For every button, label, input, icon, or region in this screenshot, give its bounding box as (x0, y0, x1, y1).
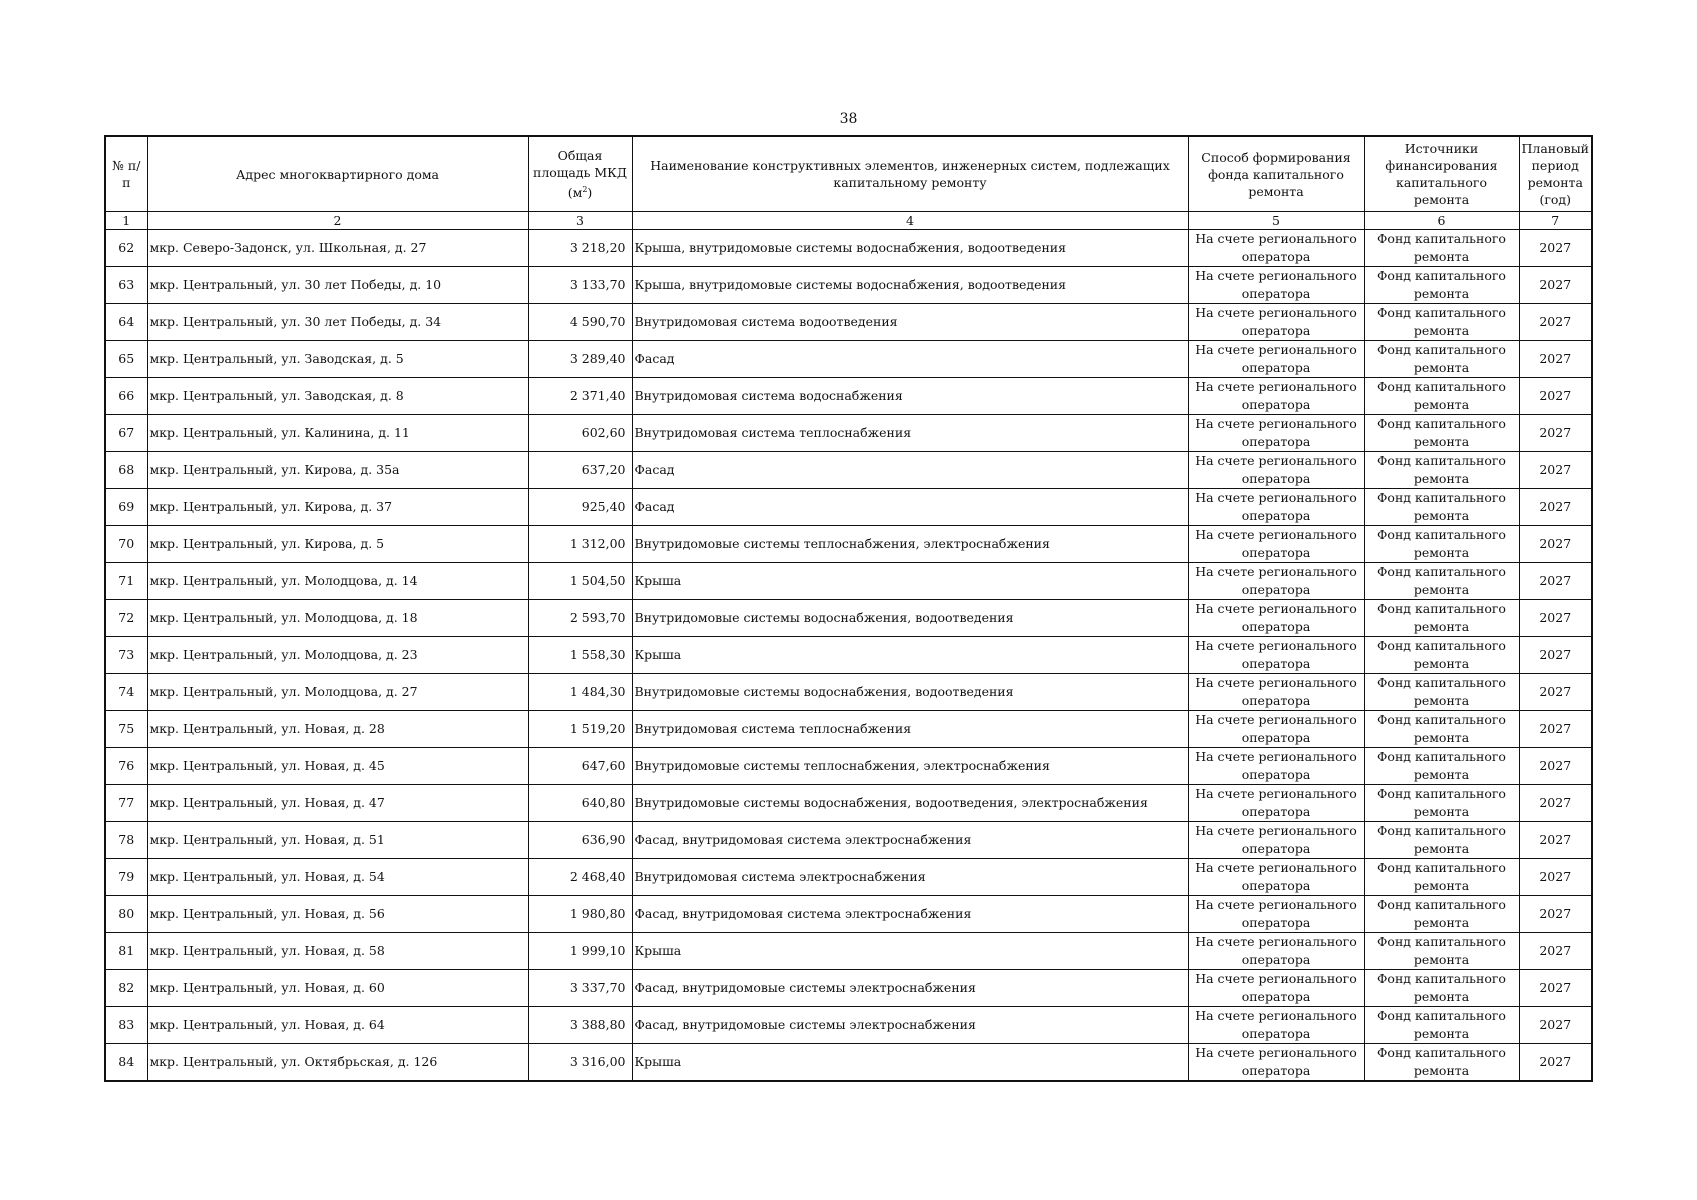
column-number-row (105, 212, 1592, 230)
table-row (105, 452, 1592, 489)
table-header-row (105, 136, 1592, 212)
year-cell: 2027 (1519, 267, 1592, 304)
year-cell: 2027 (1519, 378, 1592, 415)
table-row (105, 230, 1592, 267)
source-cell: Фонд капитального ремонта (1364, 1007, 1519, 1044)
area-cell: 640,80 (528, 785, 632, 822)
method-cell: На счете регионального оператора (1188, 267, 1364, 304)
elements-cell: Крыша (632, 637, 1188, 674)
header-area-text: Общая площадь МКД (м (533, 147, 627, 201)
elements-cell: Внутридомовая система водоотведения (632, 304, 1188, 341)
method-cell: На счете регионального оператора (1188, 304, 1364, 341)
header-area-sup: 2 (582, 184, 588, 194)
method-cell: На счете регионального оператора (1188, 637, 1364, 674)
table-row (105, 378, 1592, 415)
year-cell: 2027 (1519, 674, 1592, 711)
method-cell: На счете регионального оператора (1188, 563, 1364, 600)
area-cell: 1 980,80 (528, 896, 632, 933)
table-row (105, 859, 1592, 896)
header-address: Адрес многоквартирного дома (147, 136, 528, 212)
year-cell: 2027 (1519, 748, 1592, 785)
column-number: 7 (1519, 212, 1592, 230)
method-cell: На счете регионального оператора (1188, 674, 1364, 711)
year-cell: 2027 (1519, 415, 1592, 452)
table-row (105, 711, 1592, 748)
table-row (105, 489, 1592, 526)
row-number: 72 (105, 600, 147, 637)
header-area-close: ) (587, 185, 593, 201)
elements-cell: Крыша, внутридомовые системы водоснабжения, водоотведения (632, 267, 1188, 304)
year-cell: 2027 (1519, 1044, 1592, 1082)
table-row (105, 526, 1592, 563)
source-cell: Фонд капитального ремонта (1364, 748, 1519, 785)
elements-cell: Фасад, внутридомовая система электроснабжения (632, 896, 1188, 933)
row-number: 70 (105, 526, 147, 563)
column-number: 4 (632, 212, 1188, 230)
year-cell: 2027 (1519, 933, 1592, 970)
elements-cell: Крыша (632, 933, 1188, 970)
table-row (105, 1007, 1592, 1044)
table-row (105, 970, 1592, 1007)
method-cell: На счете регионального оператора (1188, 822, 1364, 859)
source-cell: Фонд капитального ремонта (1364, 600, 1519, 637)
address-cell: мкр. Центральный, ул. Кирова, д. 37 (147, 489, 528, 526)
method-cell: На счете регионального оператора (1188, 341, 1364, 378)
row-number: 67 (105, 415, 147, 452)
method-cell: На счете регионального оператора (1188, 489, 1364, 526)
elements-cell: Фасад, внутридомовые системы электроснабжения (632, 970, 1188, 1007)
row-number: 65 (105, 341, 147, 378)
elements-cell: Внутридомовые системы теплоснабжения, электроснабжения (632, 748, 1188, 785)
area-cell: 1 519,20 (528, 711, 632, 748)
elements-cell: Крыша, внутридомовые системы водоснабжения, водоотведения (632, 230, 1188, 267)
row-number: 81 (105, 933, 147, 970)
address-cell: мкр. Центральный, ул. Молодцова, д. 18 (147, 600, 528, 637)
address-cell: мкр. Центральный, ул. Новая, д. 45 (147, 748, 528, 785)
area-cell: 636,90 (528, 822, 632, 859)
address-cell: мкр. Центральный, ул. Новая, д. 60 (147, 970, 528, 1007)
area-cell: 3 337,70 (528, 970, 632, 1007)
source-cell: Фонд капитального ремонта (1364, 933, 1519, 970)
elements-cell: Внутридомовые системы водоснабжения, водоотведения, электроснабжения (632, 785, 1188, 822)
source-cell: Фонд капитального ремонта (1364, 674, 1519, 711)
row-number: 78 (105, 822, 147, 859)
method-cell: На счете регионального оператора (1188, 859, 1364, 896)
header-area (528, 136, 632, 212)
area-cell: 637,20 (528, 452, 632, 489)
year-cell: 2027 (1519, 711, 1592, 748)
elements-cell: Фасад (632, 489, 1188, 526)
source-cell: Фонд капитального ремонта (1364, 970, 1519, 1007)
area-cell: 3 133,70 (528, 267, 632, 304)
address-cell: мкр. Центральный, ул. Заводская, д. 8 (147, 378, 528, 415)
source-cell: Фонд капитального ремонта (1364, 785, 1519, 822)
table-row (105, 304, 1592, 341)
table-row (105, 415, 1592, 452)
table-row (105, 896, 1592, 933)
source-cell: Фонд капитального ремонта (1364, 822, 1519, 859)
year-cell: 2027 (1519, 859, 1592, 896)
year-cell: 2027 (1519, 1007, 1592, 1044)
table-row (105, 822, 1592, 859)
method-cell: На счете регионального оператора (1188, 896, 1364, 933)
row-number: 64 (105, 304, 147, 341)
area-cell: 3 289,40 (528, 341, 632, 378)
elements-cell: Внутридомовые системы водоснабжения, водоотведения (632, 600, 1188, 637)
page-number: 38 (839, 111, 858, 127)
elements-cell: Внутридомовая система водоснабжения (632, 378, 1188, 415)
row-number: 62 (105, 230, 147, 267)
source-cell: Фонд капитального ремонта (1364, 267, 1519, 304)
year-cell: 2027 (1519, 563, 1592, 600)
method-cell: На счете регионального оператора (1188, 970, 1364, 1007)
address-cell: мкр. Центральный, ул. Новая, д. 54 (147, 859, 528, 896)
elements-cell: Внутридомовая система теплоснабжения (632, 415, 1188, 452)
source-cell: Фонд капитального ремонта (1364, 637, 1519, 674)
header-period: Плановый период ремонта (год) (1519, 136, 1592, 212)
method-cell: На счете регионального оператора (1188, 748, 1364, 785)
area-cell: 1 484,30 (528, 674, 632, 711)
year-cell: 2027 (1519, 341, 1592, 378)
row-number: 80 (105, 896, 147, 933)
source-cell: Фонд капитального ремонта (1364, 452, 1519, 489)
address-cell: мкр. Центральный, ул. Кирова, д. 5 (147, 526, 528, 563)
area-cell: 602,60 (528, 415, 632, 452)
area-cell: 3 388,80 (528, 1007, 632, 1044)
year-cell: 2027 (1519, 896, 1592, 933)
row-number: 66 (105, 378, 147, 415)
area-cell: 925,40 (528, 489, 632, 526)
row-number: 73 (105, 637, 147, 674)
table-row (105, 674, 1592, 711)
column-number: 6 (1364, 212, 1519, 230)
year-cell: 2027 (1519, 230, 1592, 267)
area-cell: 2 468,40 (528, 859, 632, 896)
method-cell: На счете регионального оператора (1188, 415, 1364, 452)
year-cell: 2027 (1519, 970, 1592, 1007)
area-cell: 2 593,70 (528, 600, 632, 637)
source-cell: Фонд капитального ремонта (1364, 415, 1519, 452)
row-number: 68 (105, 452, 147, 489)
address-cell: мкр. Центральный, ул. Новая, д. 56 (147, 896, 528, 933)
area-cell: 1 504,50 (528, 563, 632, 600)
column-number: 1 (105, 212, 147, 230)
method-cell: На счете регионального оператора (1188, 1007, 1364, 1044)
method-cell: На счете регионального оператора (1188, 933, 1364, 970)
elements-cell: Внутридомовая система электроснабжения (632, 859, 1188, 896)
area-cell: 3 218,20 (528, 230, 632, 267)
row-number: 63 (105, 267, 147, 304)
row-number: 69 (105, 489, 147, 526)
source-cell: Фонд капитального ремонта (1364, 341, 1519, 378)
row-number: 84 (105, 1044, 147, 1082)
elements-cell: Крыша (632, 1044, 1188, 1082)
header-source: Источники финансирования капитального ремонта (1364, 136, 1519, 212)
year-cell: 2027 (1519, 785, 1592, 822)
elements-cell: Внутридомовые системы водоснабжения, водоотведения (632, 674, 1188, 711)
method-cell: На счете регионального оператора (1188, 452, 1364, 489)
address-cell: мкр. Центральный, ул. Калинина, д. 11 (147, 415, 528, 452)
address-cell: мкр. Центральный, ул. Новая, д. 64 (147, 1007, 528, 1044)
source-cell: Фонд капитального ремонта (1364, 230, 1519, 267)
table-body (105, 230, 1592, 1082)
method-cell: На счете регионального оператора (1188, 711, 1364, 748)
address-cell: мкр. Центральный, ул. Новая, д. 51 (147, 822, 528, 859)
method-cell: На счете регионального оператора (1188, 378, 1364, 415)
area-cell: 1 558,30 (528, 637, 632, 674)
table-row (105, 933, 1592, 970)
area-cell: 647,60 (528, 748, 632, 785)
table-row (105, 267, 1592, 304)
source-cell: Фонд капитального ремонта (1364, 489, 1519, 526)
method-cell: На счете регионального оператора (1188, 785, 1364, 822)
column-number: 2 (147, 212, 528, 230)
elements-cell: Внутридомовые системы теплоснабжения, электроснабжения (632, 526, 1188, 563)
year-cell: 2027 (1519, 304, 1592, 341)
address-cell: мкр. Центральный, ул. Новая, д. 28 (147, 711, 528, 748)
address-cell: мкр. Центральный, ул. Новая, д. 58 (147, 933, 528, 970)
table-row (105, 785, 1592, 822)
table-row (105, 1044, 1592, 1082)
address-cell: мкр. Центральный, ул. Новая, д. 47 (147, 785, 528, 822)
source-cell: Фонд капитального ремонта (1364, 378, 1519, 415)
address-cell: мкр. Центральный, ул. 30 лет Победы, д. 10 (147, 267, 528, 304)
table-row (105, 748, 1592, 785)
address-cell: мкр. Центральный, ул. Заводская, д. 5 (147, 341, 528, 378)
area-cell: 1 999,10 (528, 933, 632, 970)
row-number: 75 (105, 711, 147, 748)
source-cell: Фонд капитального ремонта (1364, 563, 1519, 600)
area-cell: 1 312,00 (528, 526, 632, 563)
row-number: 71 (105, 563, 147, 600)
address-cell: мкр. Центральный, ул. Молодцова, д. 14 (147, 563, 528, 600)
capital-repair-plan-table (104, 135, 1593, 1082)
address-cell: мкр. Северо-Задонск, ул. Школьная, д. 27 (147, 230, 528, 267)
area-cell: 2 371,40 (528, 378, 632, 415)
row-number: 82 (105, 970, 147, 1007)
year-cell: 2027 (1519, 489, 1592, 526)
row-number: 79 (105, 859, 147, 896)
method-cell: На счете регионального оператора (1188, 230, 1364, 267)
address-cell: мкр. Центральный, ул. Молодцова, д. 27 (147, 674, 528, 711)
header-num: № п/п (105, 136, 147, 212)
year-cell: 2027 (1519, 526, 1592, 563)
elements-cell: Крыша (632, 563, 1188, 600)
area-cell: 4 590,70 (528, 304, 632, 341)
row-number: 74 (105, 674, 147, 711)
address-cell: мкр. Центральный, ул. Молодцова, д. 23 (147, 637, 528, 674)
year-cell: 2027 (1519, 600, 1592, 637)
header-elements: Наименование конструктивных элементов, инженерных систем, подлежащих капитальному ремонту (632, 136, 1188, 212)
source-cell: Фонд капитального ремонта (1364, 859, 1519, 896)
source-cell: Фонд капитального ремонта (1364, 711, 1519, 748)
table-row (105, 600, 1592, 637)
address-cell: мкр. Центральный, ул. Кирова, д. 35а (147, 452, 528, 489)
address-cell: мкр. Центральный, ул. Октябрьская, д. 126 (147, 1044, 528, 1082)
area-cell: 3 316,00 (528, 1044, 632, 1082)
elements-cell: Фасад (632, 452, 1188, 489)
method-cell: На счете регионального оператора (1188, 600, 1364, 637)
address-cell: мкр. Центральный, ул. 30 лет Победы, д. 34 (147, 304, 528, 341)
source-cell: Фонд капитального ремонта (1364, 1044, 1519, 1082)
elements-cell: Фасад (632, 341, 1188, 378)
elements-cell: Внутридомовая система теплоснабжения (632, 711, 1188, 748)
year-cell: 2027 (1519, 822, 1592, 859)
elements-cell: Фасад, внутридомовая система электроснабжения (632, 822, 1188, 859)
row-number: 83 (105, 1007, 147, 1044)
year-cell: 2027 (1519, 452, 1592, 489)
header-method: Способ формирования фонда капитального ремонта (1188, 136, 1364, 212)
table-row (105, 637, 1592, 674)
row-number: 76 (105, 748, 147, 785)
column-number: 3 (528, 212, 632, 230)
table-row (105, 563, 1592, 600)
source-cell: Фонд капитального ремонта (1364, 304, 1519, 341)
elements-cell: Фасад, внутридомовые системы электроснабжения (632, 1007, 1188, 1044)
table-row (105, 341, 1592, 378)
column-number: 5 (1188, 212, 1364, 230)
method-cell: На счете регионального оператора (1188, 1044, 1364, 1082)
year-cell: 2027 (1519, 637, 1592, 674)
method-cell: На счете регионального оператора (1188, 526, 1364, 563)
source-cell: Фонд капитального ремонта (1364, 526, 1519, 563)
source-cell: Фонд капитального ремонта (1364, 896, 1519, 933)
row-number: 77 (105, 785, 147, 822)
